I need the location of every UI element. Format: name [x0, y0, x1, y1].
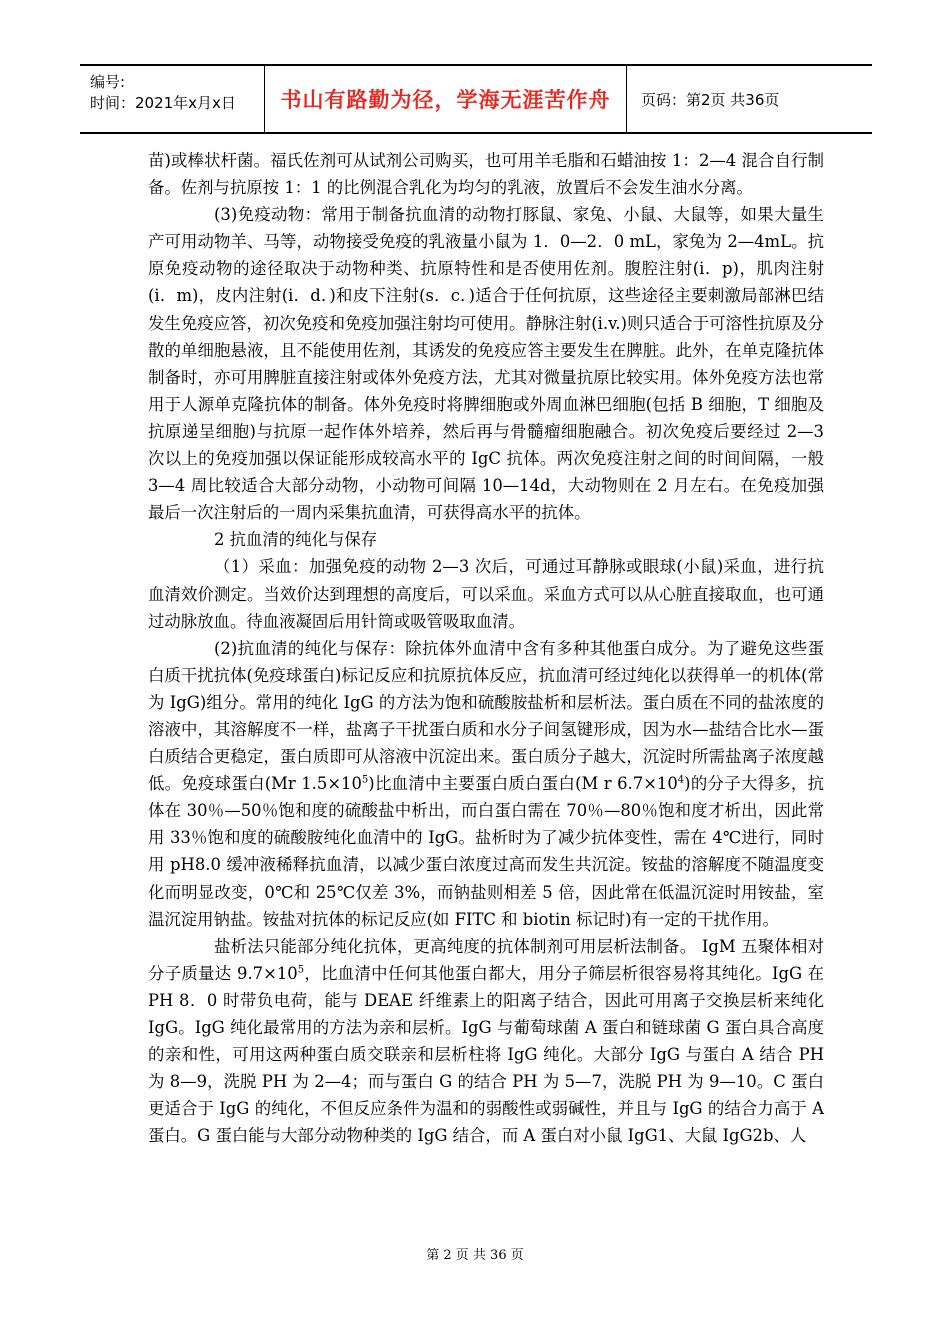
code-label: 编号: [90, 73, 126, 91]
paragraph-1: 苗)或棒状杆菌。福氏佐剂可从试剂公司购买，也可用羊毛脂和石蜡油按 1：2—4 混合自行制备。佐剂与抗原按 1：1 的比例混合乳化为均匀的乳液，放置后不会发生油水分离。 [148, 151, 824, 198]
motto-text: 书山有路勤为径，学海无涯苦作舟 [280, 88, 611, 112]
superscript-exp-3: 5 [297, 964, 305, 976]
superscript-exp-1: 5 [361, 774, 369, 786]
paragraph-6-part-b: ，比血清中任何其他蛋白都大，用分子筛层析很容易将其纯化。IgG 在 PH 8．0 时带负电荷，能与 DEAE 纤维素上的阳离子结合，因此可用离子交换层析来纯化 IgG。IgG 纯化最常用的方法为亲和层析。IgG 与葡萄球菌 A 蛋白和链球菌 G 蛋白具合高度的亲和性，可用这两种蛋白质交联亲和层析柱将 IgG 纯化。大部分 IgG 与蛋白 A 结合 PH 为 8—9，洗脱 PH 为 2—4；而与蛋白 G 的结合 PH 为 5—7，洗脱 PH 为 9—10。C 蛋白更适合于 IgG 的纯化，不但反应条件为温和的弱酸性或弱碱性，并且与 IgG 的结合力高于 A 蛋白。G 蛋白能与大部分动物种类的 IgG 结合，而 A 蛋白对小鼠 IgG1、大鼠 IgG2b、人 [148, 963, 824, 1146]
document-body [148, 147, 824, 1149]
section-heading: 2 抗血清的纯化与保存 [214, 530, 378, 550]
header-motto-cell [265, 66, 627, 132]
paragraph-5 [148, 635, 824, 933]
superscript-exp-2: 4 [677, 774, 685, 786]
header-meta [80, 66, 265, 132]
page-header [80, 64, 872, 134]
page-number-label: 页码：第2页 共36页 [641, 90, 780, 109]
paragraph-6-part-a: 盐析法只能部分纯化抗体，更高纯度的抗体制剂可用层析法制备。 IgM 五聚体相对分子质量达 9.7×10 [148, 936, 824, 983]
page-footer [0, 1244, 950, 1263]
header-page-cell [627, 66, 872, 132]
paragraph-2: (3)免疫动物：常用于制备抗血清的动物打豚鼠、家兔、小鼠、大鼠等，如果大量生产可用动物羊、马等，动物接受免疫的乳液量小鼠为 1．0—2．0 mL，家兔为 2—4mL。抗原免疫动物的途径取决于动物种类、抗原特性和是否使用佐剂。腹腔注射(i．p)，肌肉注射(i．m)，皮内注射(i．d．)和皮下注射(s．c．)适合于任何抗原，这些途径主要刺激局部淋巴结发生免疫应答，初次免疫和免疫加强注射均可使用。静脉注射(i.v.)则只适合于可溶性抗原及分散的单细胞悬液，且不能使用佐剂，其诱发的免疫应答主要发生在脾脏。此外，在单克隆抗体制备时，亦可用脾脏直接注射或体外免疫方法，尤其对微量抗原比较实用。体外免疫方法也常用于人源单克隆抗体的制备。体外免疫时将脾细胞或外周血淋巴细胞(包括 B 细胞，T 细胞及抗原递呈细胞)与抗原一起作体外培养，然后再与骨髓瘤细胞融合。初次免疫后要经过 2—3 次以上的免疫加强以保证能形成较高水平的 IgC 抗体。两次免疫注射之间的时间间隔，一般 3—4 周比较适合大部分动物，小动物可间隔 10—14d，大动物则在 2 月左右。在免疫加强最后一次注射后的一周内采集抗血清，可获得高水平的抗体。 [148, 205, 824, 523]
footer-page-number: 第 2 页 共 36 页 [426, 1248, 524, 1263]
paragraph-4: （1）采血：加强免疫的动物 2—3 次后，可通过耳静脉或眼球(小鼠)采血，进行抗血清效价测定。当效价达到理想的高度后，可以采血。采血方式可以从心脏直接取血，也可通过动脉放血。待血液凝固后用针筒或吸管吸取血清。 [148, 557, 824, 631]
paragraph-6 [148, 933, 824, 1150]
paragraph-5-part-b: )比血清中主要蛋白质白蛋白(M r 6.7×10 [368, 774, 678, 794]
paragraph-5-part-c: )的分子大得多，抗体在 30％—50％饱和度的硫酸盐中析出，而白蛋白需在 70％—80％饱和度才析出，因此常用 33％饱和度的硫酸胺纯化血清中的 IgG。盐析时为了减少抗体变性，需在 4℃进行，同时用 pH8.0 缓冲液稀释抗血清，以减少蛋白浓度过高而发生共沉淀。铵盐的溶解度不随温度变化而明显改变，0℃和 25℃仅差 3%，而钠盐则相差 5 倍，因此常在低温沉淀时用铵盐，室温沉淀用钠盐。铵盐对抗体的标记反应(如 FITC 和 biotin 标记时)有一定的干扰作用。 [148, 774, 824, 929]
date-label: 时间：2021年x月x日 [90, 94, 236, 112]
paragraph-5-part-a: (2)抗血清的纯化与保存：除抗体外血清中含有多种其他蛋白成分。为了避免这些蛋白质干扰抗体(免疫球蛋白)标记反应和抗原抗体反应，抗血清可经过纯化以获得单一的机体(常为 IgG)组分。常用的纯化 IgG 的方法为饱和硫酸胺盐析和层析法。蛋白质在不同的盐浓度的溶液中，其溶解度不一样，盐离子干扰蛋白质和水分子间氢键形成，因为水—盐结合比水—蛋白质结合更稳定，蛋白质即可从溶液中沉淀出来。蛋白质分子越大，沉淀时所需盐离子浓度越低。免疫球蛋白(Mr 1.5×10 [148, 638, 824, 794]
